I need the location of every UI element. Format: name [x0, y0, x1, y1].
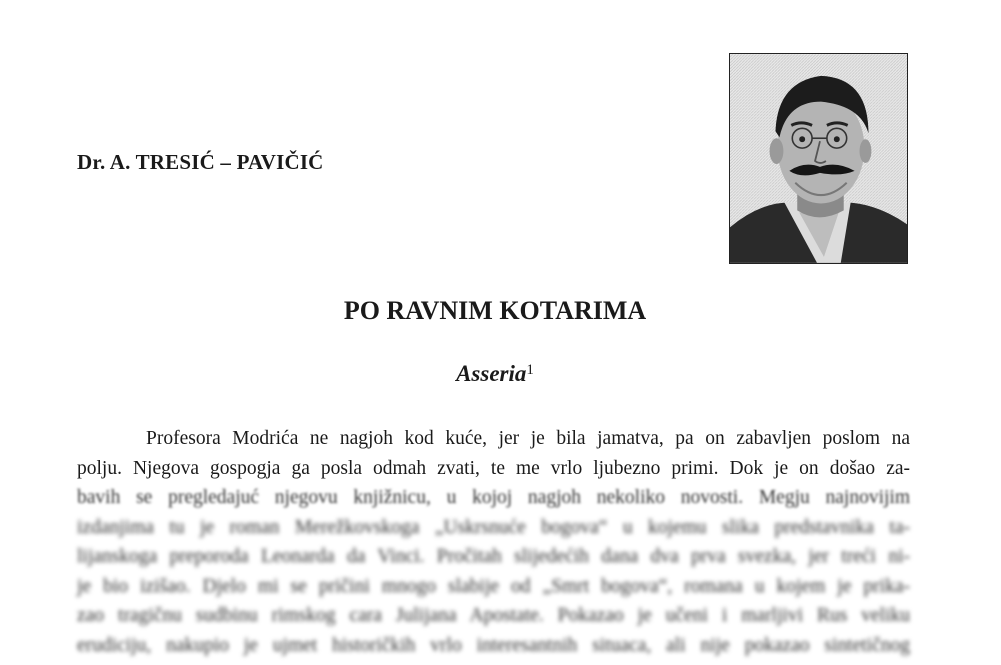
subtitle-text: Asseria — [456, 361, 527, 386]
body-line: polju. Njegova gospogja ga posla odmah zvati, te me vrlo ljubezno primi. Dok je on došao za- — [77, 457, 910, 479]
body-line: je bio izišao. Djelo mi se pričini mnogo slabije od „Smrt bogova“, romana u kojem je prika- — [77, 575, 910, 597]
body-line: Profesora Modrića ne nagjoh kod kuće, jer je bila jamatva, pa on zabavljen poslom na — [146, 428, 910, 449]
body-line: zao tragičnu sudbinu rimskog cara Julijana Apostate. Pokazao je učeni i marljivi Rus veliku — [77, 605, 910, 626]
body-text — [77, 424, 910, 660]
portrait-image — [730, 54, 907, 263]
author-name: Dr. A. TRESIĆ – PAVIČIĆ — [77, 150, 324, 174]
chapter-title: PO RAVNIM KOTARIMA — [343, 296, 647, 325]
footnote-mark: 1 — [526, 362, 534, 378]
body-line: izdanjima tu je roman Merežkovskoga „Uskrsnuće bogova“ u kojemu slika predstavnika ta- — [77, 516, 910, 538]
section-subtitle — [0, 361, 990, 387]
body-line: erudiciju, nakupio je ujmet historičkih vrlo interesantnih situaca, ali nije pokazao sintetičnog — [77, 634, 910, 656]
body-line: bavih se pregledajuć njegovu knjižnicu, u kojoj nagjoh nekoliko novosti. Megju najnovijim — [77, 487, 910, 508]
body-line: lijanskoga preporoda Leonarda da Vinci. Pročitah slijedećih dana dva prva svezka, jer treći ni- — [77, 546, 910, 567]
author-portrait — [729, 53, 908, 264]
